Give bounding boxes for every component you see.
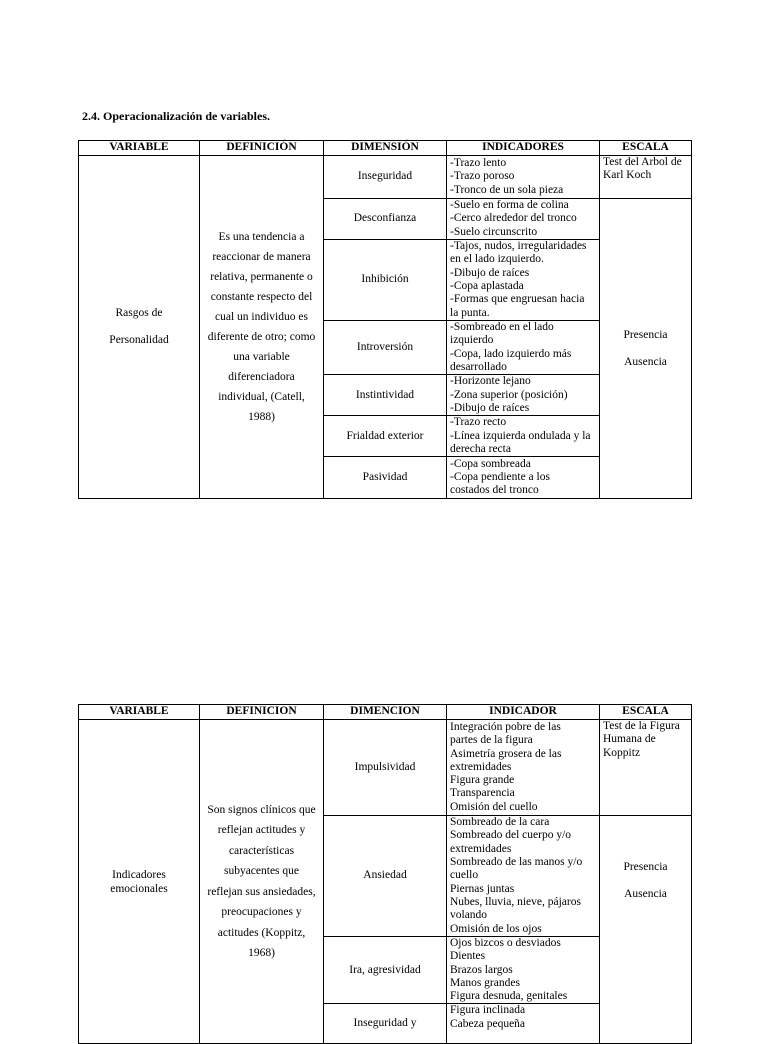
table2-header-indicator: INDICADOR [447, 705, 600, 720]
indicators-cell [447, 457, 600, 499]
table1-header-row [79, 141, 692, 156]
indicator-line: Figura desnuda, genitales [450, 990, 568, 1003]
operationalization-table-2 [78, 704, 692, 1044]
indicators-cell [447, 240, 600, 321]
indicators-cell [447, 416, 600, 457]
indicator-line: -Trazo lento [450, 157, 507, 170]
definition-line: diferenciadora [228, 371, 295, 384]
indicator-line: Dientes [450, 950, 486, 963]
dimension-cell: Inseguridad y [324, 1004, 447, 1044]
definition-line: actitudes (Koppitz, [217, 926, 306, 939]
indicator-line: -Suelo en forma de colina [450, 199, 569, 212]
dimension-cell: Pasividad [324, 457, 447, 499]
indicator-line: Nubes, lluvia, nieve, pájaros [450, 895, 581, 908]
indicators-cell [447, 321, 600, 375]
variable-line: Indicadores [112, 868, 166, 881]
scale-test-line: Koppitz [603, 746, 641, 759]
indicator-line: Transparencia [450, 787, 515, 800]
dimension-cell: Impulsividad [324, 720, 447, 816]
indicator-line: -Copa pendiente a los [450, 471, 550, 484]
variable-line: Rasgos de [115, 307, 163, 320]
scale-test-cell [600, 720, 692, 816]
definition-line: 1988) [248, 411, 275, 424]
indicator-line: Brazos largos [450, 963, 513, 976]
table1-header-indicators: INDICADORES [447, 141, 600, 156]
definition-line: relativa, permanente o [210, 271, 313, 284]
definition-line: constante respecto del [210, 291, 313, 304]
indicators-cell [447, 199, 600, 240]
definition-line: subyacentes que [223, 865, 300, 878]
definition-line: características [228, 844, 295, 857]
indicator-line: -Zona superior (posición) [450, 388, 568, 401]
indicator-line: -Línea izquierda ondulada y la [450, 429, 591, 442]
indicator-line: Integración pobre de las [450, 720, 561, 733]
definition-line: diferente de otro; como [207, 331, 316, 344]
scale-value-presencia: Presencia [623, 328, 668, 341]
table1-header-dimension: DIMENSIÓN [324, 141, 447, 156]
table1-header-scale: ESCALA [600, 141, 692, 156]
table2-header-variable: VARIABLE [79, 705, 200, 720]
scale-value-presencia: Presencia [623, 861, 668, 873]
indicator-line: Manos grandes [450, 976, 520, 989]
indicator-line: -Cerco alrededor del tronco [450, 212, 577, 225]
definition-line: una variable [233, 351, 290, 364]
indicator-line: Asimetría grosera de las [450, 747, 562, 760]
indicator-line: desarrollado [450, 360, 507, 373]
indicator-line: -Trazo recto [450, 416, 507, 429]
table2-header-definition: DEFINICION [200, 705, 324, 720]
dimension-cell: Desconfianza [324, 199, 447, 240]
indicator-line: derecha recta [450, 442, 511, 455]
indicator-line: Figura inclinada [450, 1004, 526, 1017]
variable-line: Personalidad [109, 334, 169, 347]
table2-variable-cell [79, 720, 200, 1044]
scale-value-ausencia: Ausencia [624, 355, 667, 368]
dimension-cell: Inhibición [324, 240, 447, 321]
table-row [79, 720, 692, 816]
indicator-line: -Tajos, nudos, irregularidades [450, 240, 587, 253]
indicator-line: Sombreado del cuerpo y/o [450, 829, 572, 842]
indicator-line: Omisión del cuello [450, 800, 538, 813]
table2-header-scale: ESCALA [600, 705, 692, 720]
indicator-line: -Horizonte lejano [450, 375, 531, 388]
table1-variable-cell [79, 156, 200, 499]
indicator-line: -Tronco de un sola pieza [450, 183, 564, 196]
indicator-line: izquierdo [450, 334, 494, 347]
dimension-cell: Ansiedad [324, 816, 447, 937]
section-heading: 2.4. Operacionalización de variables. [82, 109, 270, 123]
indicator-line: Cabeza pequeña [450, 1017, 526, 1030]
definition-line: individual, (Catell, [218, 391, 305, 404]
indicator-line: -Sombreado en el lado [450, 321, 554, 333]
table1-header-variable: VARIABLE [79, 141, 200, 156]
indicators-cell [447, 816, 600, 937]
indicator-line: Ojos bizcos o desviados [450, 937, 561, 949]
definition-line: reflejan actitudes y [217, 824, 306, 837]
scale-test-line: Test de la Figura [603, 720, 680, 732]
table2-header-dimension: DIMENCION [324, 705, 447, 720]
dimension-cell: Frialdad exterior [324, 416, 447, 457]
indicator-line: Figura grande [450, 774, 515, 787]
indicator-line: partes de la figura [450, 734, 533, 747]
table-row [79, 156, 692, 199]
indicator-line: -Dibujo de raíces [450, 401, 530, 414]
table1-header-definition: DEFINICIÓN [200, 141, 324, 156]
scale-test-line: Karl Koch [603, 169, 652, 182]
indicators-cell [447, 937, 600, 1004]
table2-definition-cell [200, 720, 324, 1044]
indicator-line: Sombreado de las manos y/o [450, 856, 583, 869]
indicators-cell [447, 375, 600, 416]
indicator-line: Omisión de los ojos [450, 922, 542, 935]
indicator-line: -Suelo circunscrito [450, 225, 538, 238]
dimension-cell: Inseguridad [324, 156, 447, 199]
indicators-cell [447, 156, 600, 199]
indicator-line: en el lado izquierdo. [450, 253, 544, 266]
indicator-line: Sombreado de la cara [450, 816, 550, 829]
indicators-cell [447, 720, 600, 816]
dimension-cell: Introversión [324, 321, 447, 375]
scale-values-cell [600, 199, 692, 499]
indicator-line: -Copa sombreada [450, 457, 531, 470]
indicator-line: volando [450, 909, 488, 922]
indicator-line: cuello [450, 869, 479, 882]
indicator-line: extremidades [450, 842, 512, 855]
definition-line: reflejan sus ansiedades, [207, 885, 316, 898]
variable-line: emocionales [110, 882, 168, 895]
definition-line: reaccionar de manera [212, 251, 311, 264]
indicator-line: extremidades [450, 760, 512, 773]
indicator-line: costados del tronco [450, 484, 539, 497]
dimension-cell: Ira, agresividad [324, 937, 447, 1004]
definition-line: Son signos clínicos que [207, 803, 316, 816]
definition-line: Es una tendencia a [218, 231, 305, 244]
indicator-line: la punta. [450, 306, 490, 319]
scale-test-line: Test del Arbol de [603, 156, 682, 168]
indicator-line: -Copa, lado izquierdo más [450, 347, 572, 360]
table2-header-row [79, 705, 692, 720]
indicator-line: -Dibujo de raíces [450, 266, 530, 279]
definition-line: 1968) [248, 947, 275, 960]
indicator-line: -Trazo poroso [450, 170, 515, 183]
indicator-line: -Copa aplastada [450, 280, 524, 292]
definition-line: cual un individuo es [215, 311, 308, 324]
indicator-line: Piernas juntas [450, 882, 515, 895]
operationalization-table-1 [78, 140, 692, 499]
scale-test-cell [600, 156, 692, 199]
scale-value-ausencia: Ausencia [624, 888, 667, 900]
definition-line: preocupaciones y [221, 906, 302, 919]
indicator-line: -Formas que engruesan hacia [450, 293, 585, 306]
scale-values-cell [600, 816, 692, 1044]
dimension-cell: Instintividad [324, 375, 447, 416]
scale-test-line: Humana de [603, 733, 656, 746]
table1-definition-cell [200, 156, 324, 499]
